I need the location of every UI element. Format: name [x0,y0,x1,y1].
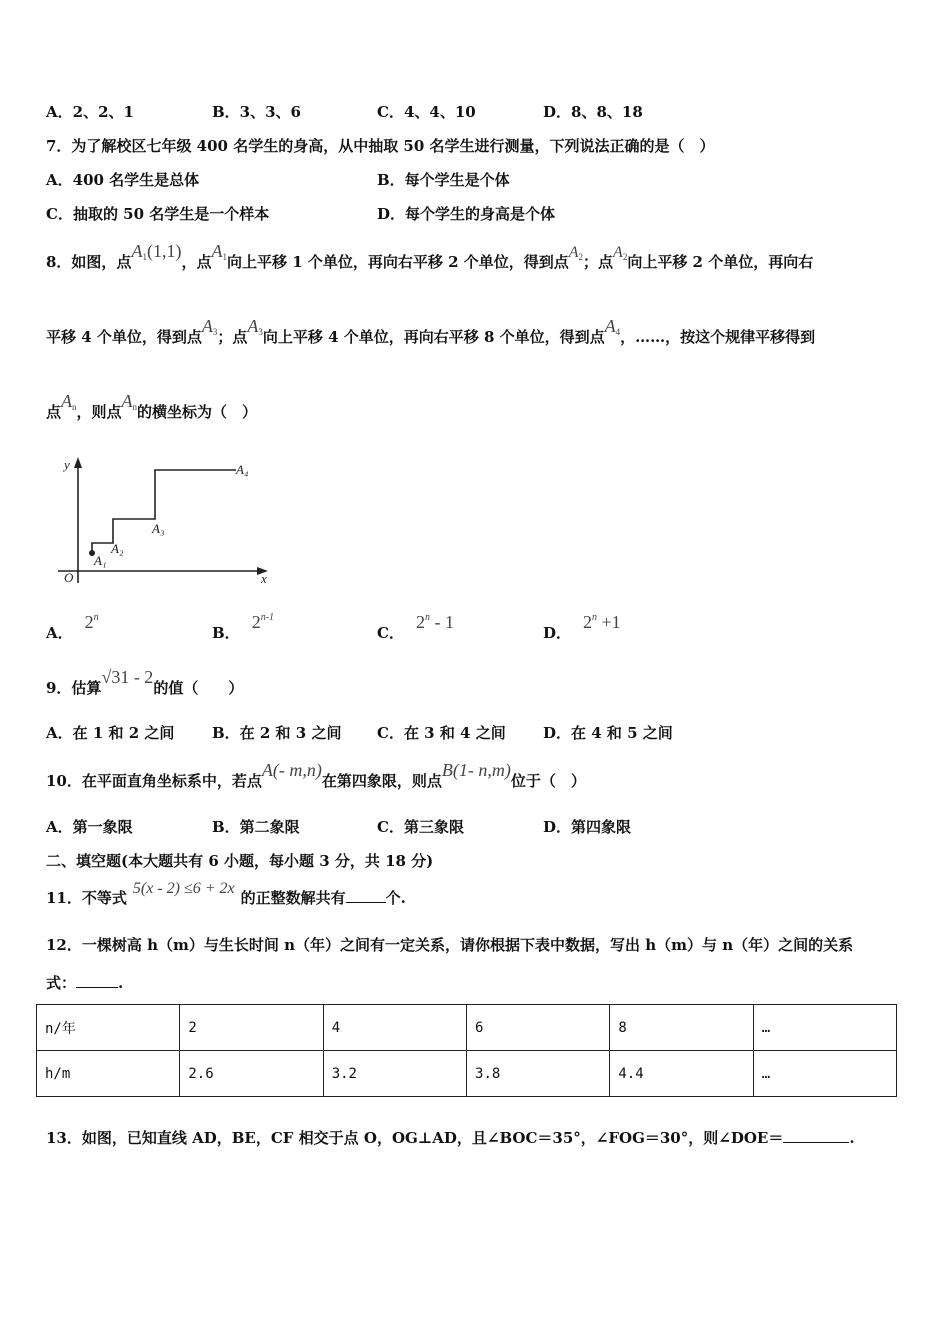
answer-blank [76,973,118,988]
q9-option-c: C．在 3 和 4 之间 [377,724,506,742]
q8-option-c: C．2$^n$ - 1 [377,612,454,642]
label-a1: A₁ [94,553,107,568]
q8-stem-line3: 点$A_n$，则点$A_n$的横坐标为（ ） [46,391,258,421]
q9-stem: 9．估算√31 - 2的值（ ） [46,667,244,697]
x-axis-label: x [261,571,267,585]
q8-stem-line2: 平移 4 个单位，得到点$A_3$；点$A_3$向上平移 4 个单位，再向右平移 8 个单位，得到点$A_4$，……，按这个规律平移得到 [46,316,816,346]
label-a3: A₃ [152,521,165,536]
q7-stem: 7．为了解校区七年级 400 名学生的身高，从中抽取 50 名学生进行测量，下列说法正确的是（ ） [46,137,715,155]
q11-stem: 11．不等式5(x - 2) ≤6 + 2x的正整数解共有 个. [46,880,406,907]
q8-option-d: D．$2^n +1$ [543,612,621,642]
q8-option-b: B．2$^{n-1}$ [212,612,275,642]
inequality-expression: 5(x - 2) ≤6 + 2x [132,880,235,897]
y-axis-label: y [64,457,70,472]
q10-option-a: A．第一象限 [46,818,133,836]
table-cell: 2 [180,1005,323,1051]
q8-stem-line1: 8．如图，点$A_1(1,1)$，点$A_1$向上平移 1 个单位，再向右平移 2 个单位，得到点$A_2$；点$A_2$向上平移 2 个单位，再向右 [46,241,814,271]
table-row-years [37,1005,897,1051]
q9-option-a: A．在 1 和 2 之间 [46,724,175,742]
table-cell: 3.2 [323,1051,466,1097]
table-cell: 6 [467,1005,610,1051]
point-a2-ref: $A_2$ [613,244,628,262]
table-cell: 4.4 [610,1051,753,1097]
q10-option-d: D．第四象限 [543,818,632,836]
q13-stem: 13．如图，已知直线 AD，BE，CF 相交于点 O，OG⊥AD，且∠BOC＝35°，∠FOG＝30°，则∠DOE＝ . [46,1129,855,1147]
q8-option-a: A．2$^n$ [46,612,99,642]
origin-label: O [64,570,74,585]
q6-option-c: C．4、4、10 [377,103,476,121]
point-a1-ref: $A_1$ [211,241,227,262]
q7-option-a: A．400 名学生是总体 [46,171,200,189]
point-a3-ref: $A_3$ [247,316,263,337]
table-cell: 2.6 [180,1051,323,1097]
q8-staircase-figure [56,455,286,585]
point-a4: $A_4$ [604,316,621,337]
sqrt-expression: √31 - 2 [101,667,154,687]
growth-data-table [36,1004,897,1097]
q12-stem: 12．一棵树高 h（m）与生长时间 n（年）之间有一定关系，请你根据下表中数据，写出 h（m）与 n（年）之间的关系 [46,936,854,954]
answer-blank [346,888,386,903]
label-a4: A₄ [236,462,249,477]
point-an-ref: $A_n$ [121,391,138,412]
q10-option-b: B．第二象限 [212,818,300,836]
section-heading-fill-in: 二、填空题(本大题共有 6 小题，每小题 3 分，共 18 分) [46,852,434,870]
q9-option-d: D．在 4 和 5 之间 [543,724,673,742]
table-cell: 8 [610,1005,753,1051]
table-row-heights [37,1051,897,1097]
staircase-path [92,470,236,552]
answer-blank [783,1128,849,1143]
q6-option-d: D．8、8、18 [543,103,643,121]
label-a2: A₂ [111,541,124,556]
q10-option-c: C．第三象限 [377,818,464,836]
point-an: $A_n$ [61,391,77,412]
q10-stem: 10．在平面直角坐标系中，若点A(- m,n)在第四象限，则点B(1- n,m)位于（ ） [46,760,586,790]
point-b-expression: B(1- n,m) [441,760,511,780]
table-cell: 3.8 [467,1051,610,1097]
point-a3: $A_3$ [201,316,218,337]
q6-option-b: B．3、3、6 [212,103,301,121]
q6-option-a: A．2、2、1 [46,103,134,121]
point-a2: $A_2$ [568,244,584,262]
table-cell: … [753,1051,896,1097]
q9-option-b: B．在 2 和 3 之间 [212,724,342,742]
table-cell: n/年 [37,1005,180,1051]
q7-option-d: D．每个学生的身高是个体 [377,205,556,223]
table-cell: 4 [323,1005,466,1051]
point-a-expression: A(- m,n) [261,760,322,780]
q7-option-b: B．每个学生是个体 [377,171,510,189]
table-cell: h/m [37,1051,180,1097]
table-cell: … [753,1005,896,1051]
q7-option-c: C．抽取的 50 名学生是一个样本 [46,205,270,223]
y-arrow-icon [74,457,82,468]
q12-stem-line2: 式： . [46,974,124,992]
point-a1: $A_1(1,1)$ [131,241,182,262]
